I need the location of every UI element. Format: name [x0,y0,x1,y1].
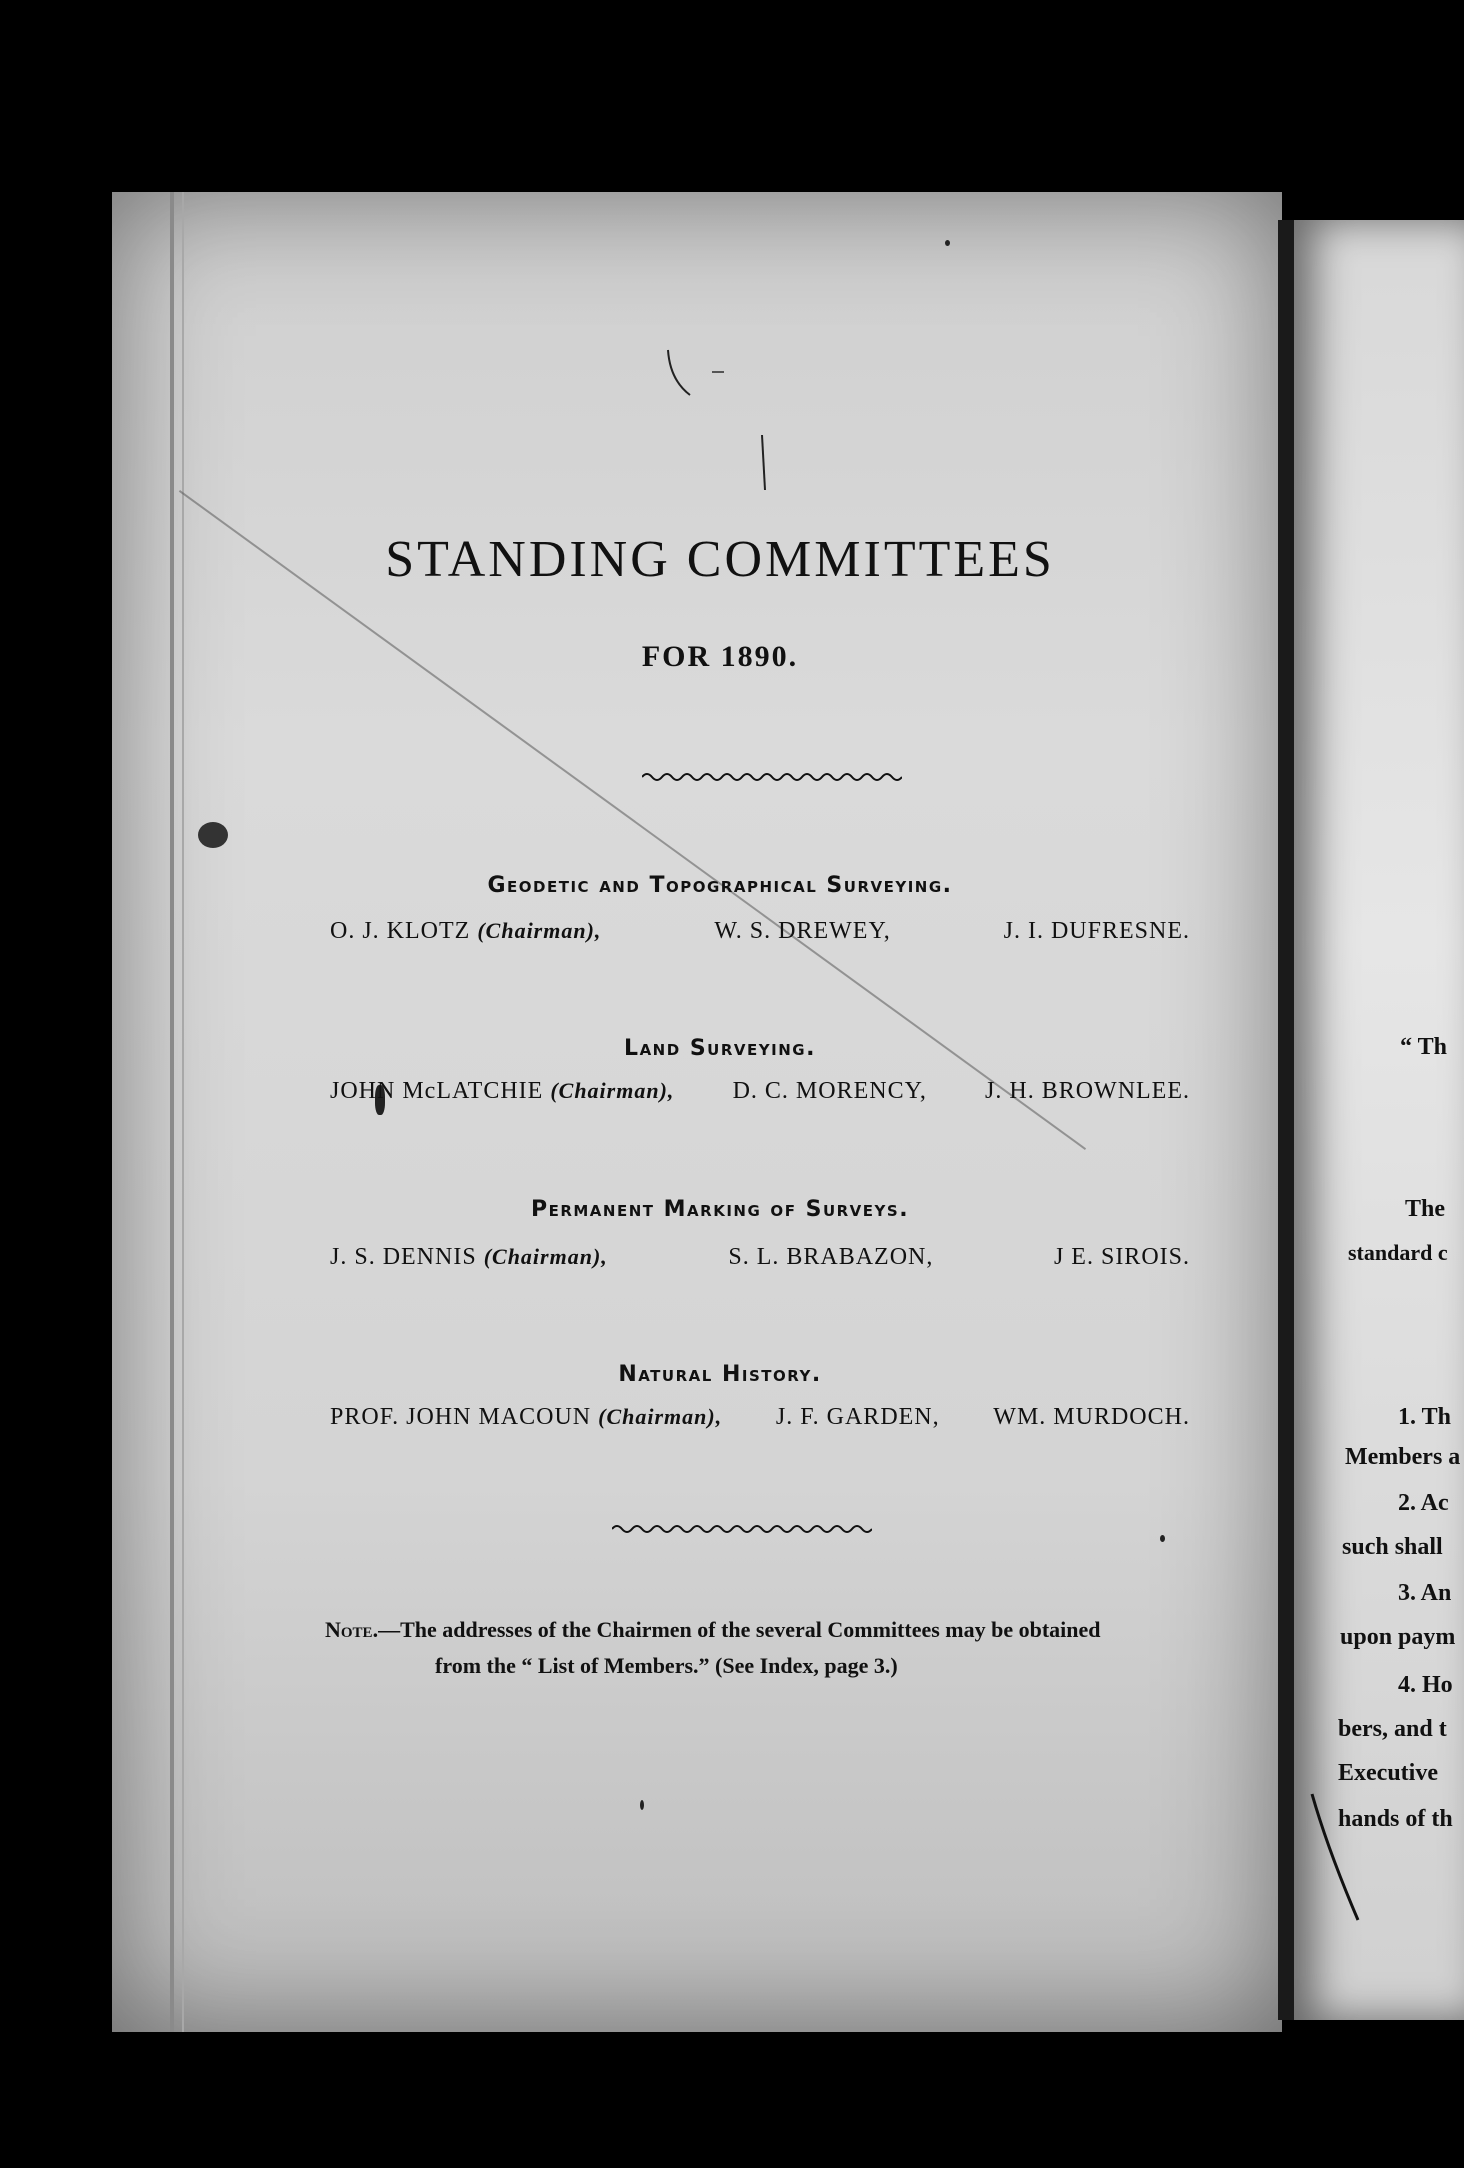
committee-chair: O. J. KLOTZ (Chairman), [330,918,602,944]
right-page-line: such shall [1342,1534,1443,1560]
ornament-divider-top [642,770,902,784]
right-page-line: 2. Ac [1398,1490,1449,1516]
committee-member: J E. SIROIS. [1053,1244,1190,1270]
note-paragraph [325,1612,1185,1684]
committee-heading-land: Land Surveying. [624,1036,816,1061]
committee-member: D. C. MORENCY, [732,1078,927,1104]
ink-speck [945,240,950,246]
committee-members-geodetic [330,918,1190,945]
right-page-line: 4. Ho [1398,1672,1453,1698]
committee-heading-natural: Natural History. [618,1362,822,1387]
page-gutter [1278,220,1294,2020]
ink-speck [1160,1535,1165,1542]
page-title: STANDING COMMITTEES [385,531,1055,588]
committee-member: WM. MURDOCH. [993,1404,1190,1430]
committee-member: J. H. BROWNLEE. [985,1078,1190,1104]
ink-speck [640,1800,644,1810]
committee-members-land [330,1078,1190,1105]
committee-chair: J. S. DENNIS (Chairman), [330,1244,608,1270]
right-page [1294,220,1464,2020]
committee-heading-permanent: Permanent Marking of Surveys. [530,1197,910,1222]
note-lead: Note. [325,1617,379,1642]
right-page-line: 3. An [1398,1580,1452,1606]
note-line-1: —The addresses of the Chairmen of the several Committees may be obtained [378,1617,1101,1642]
right-page-line: The [1405,1196,1446,1222]
committee-member: W. S. DREWEY, [714,918,891,944]
page-subtitle: FOR 1890. [641,640,799,673]
right-page-line: bers, and t [1338,1716,1447,1742]
pencil-stroke-right [1308,1790,1368,1930]
committee-member: J. I. DUFRESNE. [1003,918,1190,944]
right-page-line: upon paym [1340,1624,1456,1650]
right-page-line: hands of th [1338,1806,1453,1832]
committee-member: J. F. GARDEN, [775,1404,940,1430]
right-page-line: Members a [1345,1444,1461,1470]
pencil-marks [650,340,770,500]
committee-members-natural [330,1404,1190,1431]
ornament-divider-bottom [612,1522,872,1536]
committee-heading-geodetic: Geodetic and Topographical Surveying. [487,873,953,898]
right-page-line: Executive [1338,1760,1438,1786]
right-page-line: 1. Th [1398,1404,1451,1430]
ink-speck [198,822,228,848]
committee-members-permanent [330,1244,1190,1271]
committee-chair: JOHN McLATCHIE (Chairman), [330,1078,675,1104]
right-page-line: “ Th [1400,1034,1447,1060]
committee-chair: PROF. JOHN MACOUN (Chairman), [330,1404,723,1430]
committee-member: S. L. BRABAZON, [728,1244,934,1270]
note-line-2: from the “ List of Members.” (See Index, page 3.) [435,1653,898,1678]
right-page-line: standard c [1348,1240,1448,1265]
